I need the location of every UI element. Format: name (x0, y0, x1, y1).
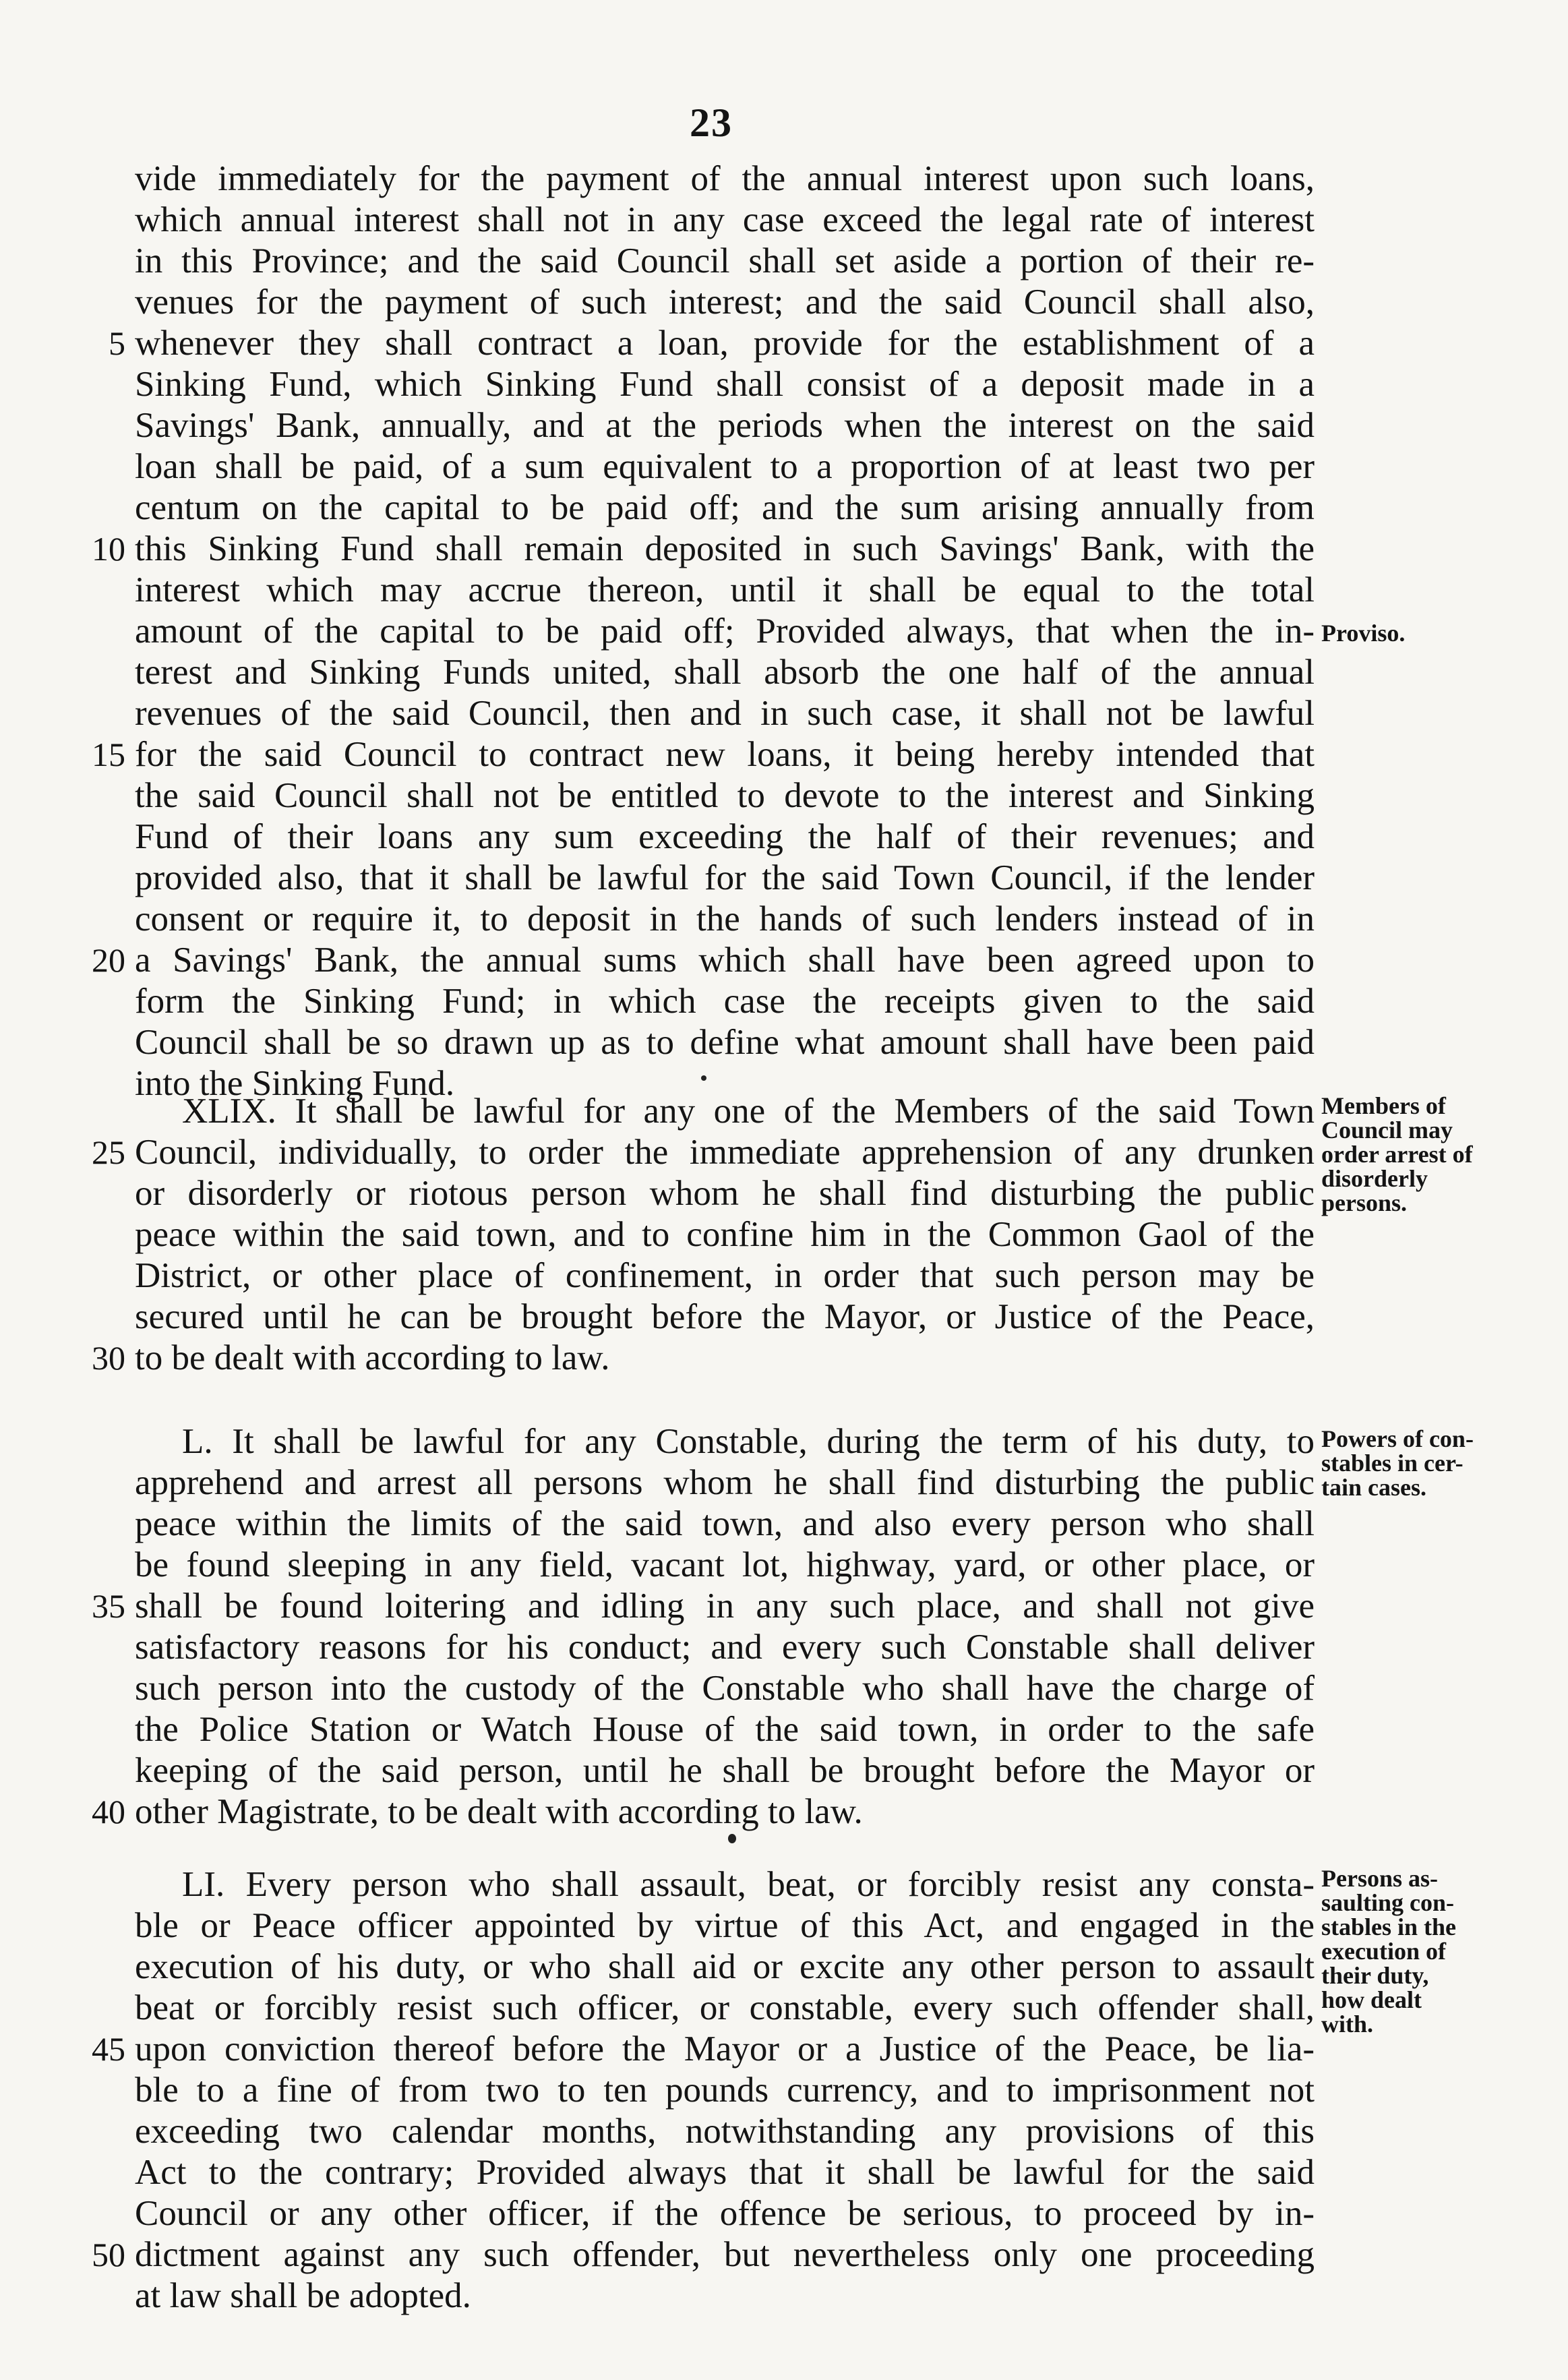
line-number: 25 (92, 1133, 125, 1171)
text-line: peace within the said town, and to confine him in the Common Gaol of the (135, 1215, 1315, 1254)
line-number: 5 (109, 324, 125, 362)
text-line: at law shall be adopted. (135, 2276, 471, 2315)
text-line: be found sleeping in any field, vacant lot, highway, yard, or other place, or (135, 1545, 1315, 1584)
text-line: District, or other place of confinement, in order that such person may be (135, 1256, 1315, 1295)
text-line: execution of his duty, or who shall aid or excite any other person to assault (135, 1947, 1315, 1986)
margin-note-line: order arrest of (1321, 1141, 1473, 1168)
margin-note-members-of-council (1321, 1094, 1524, 1215)
line-number: 10 (92, 530, 125, 568)
margin-note-line: Powers of con- (1321, 1425, 1474, 1452)
text-line: ble to a fine of from two to ten pounds currency, and to imprisonment not (135, 2071, 1315, 2110)
text-line: the said Council shall not be entitled to devote to the interest and Sinking (135, 776, 1315, 815)
margin-note-line: with. (1321, 2011, 1374, 2037)
text-line: Act to the contrary; Provided always that it shall be lawful for the said (135, 2153, 1315, 2192)
text-line: secured until he can be brought before the Mayor, or Justice of the Peace, (135, 1297, 1315, 1336)
text-line: terest and Sinking Funds united, shall absorb the one half of the annual (135, 653, 1315, 692)
paragraph-li (135, 1864, 1315, 2317)
margin-note-line: Members of (1321, 1092, 1446, 1119)
margin-note-line: persons. (1321, 1189, 1408, 1216)
line-number: 50 (92, 2236, 125, 2273)
text-line: dictment against any such offender, but nevertheless only one proceeding (135, 2235, 1315, 2274)
text-line: this Sinking Fund shall remain deposited in such Savings' Bank, with the (135, 529, 1315, 568)
text-line: interest which may accrue thereon, until it shall be equal to the total (135, 570, 1315, 609)
paragraph-sinking-fund (135, 158, 1315, 1104)
line-number: 30 (92, 1339, 125, 1377)
text-line: L. It shall be lawful for any Constable, during the term of his duty, to (182, 1422, 1315, 1461)
text-line: Council or any other officer, if the offence be serious, to proceed by in- (135, 2194, 1315, 2233)
text-line: a Savings' Bank, the annual sums which shall have been agreed upon to (135, 941, 1315, 980)
margin-note-line: stables in cer- (1321, 1450, 1464, 1477)
text-line: venues for the payment of such interest; and the said Council shall also, (135, 282, 1315, 322)
text-line: into the Sinking Fund. (135, 1064, 455, 1103)
text-line: Fund of their loans any sum exceeding the half of their revenues; and (135, 817, 1315, 856)
print-speck (701, 1075, 706, 1081)
margin-note-persons-assaulting (1321, 1866, 1524, 2036)
text-line: or disorderly or riotous person whom he shall find disturbing the public (135, 1174, 1315, 1213)
text-line: ble or Peace officer appointed by virtue of this Act, and engaged in the (135, 1906, 1315, 1945)
margin-note-line: how dealt (1321, 1986, 1422, 2013)
text-line: provided also, that it shall be lawful for the said Town Council, if the lender (135, 858, 1315, 897)
text-line: form the Sinking Fund; in which case the receipts given to the said (135, 982, 1315, 1021)
margin-note-line: tain cases. (1321, 1474, 1426, 1501)
margin-note-line: execution of (1321, 1938, 1446, 1965)
text-line: XLIX. It shall be lawful for any one of the Members of the said Town (182, 1092, 1315, 1131)
margin-note-line: Proviso. (1321, 620, 1406, 647)
paragraph-l (135, 1421, 1315, 1833)
text-line: centum on the capital to be paid off; and the sum arising annually from (135, 488, 1315, 527)
text-line: keeping of the said person, until he shall be brought before the Mayor or (135, 1751, 1315, 1790)
margin-note-powers-of-constables (1321, 1427, 1524, 1499)
text-line: LI. Every person who shall assault, beat, or forcibly resist any consta- (182, 1865, 1315, 1904)
margin-note-proviso (1321, 621, 1524, 645)
text-line: whenever they shall contract a loan, provide for the establishment of a (135, 324, 1315, 363)
text-line: shall be found loitering and idling in any such place, and shall not give (135, 1586, 1315, 1626)
text-line: the Police Station or Watch House of the said town, in order to the safe (135, 1710, 1315, 1749)
text-line: vide immediately for the payment of the annual interest upon such loans, (135, 159, 1315, 198)
text-line: loan shall be paid, of a sum equivalent to a proportion of at least two per (135, 447, 1315, 486)
page-number: 23 (690, 100, 733, 145)
text-line: for the said Council to contract new loans, it being hereby intended that (135, 735, 1315, 774)
text-line: amount of the capital to be paid off; Provided always, that when the in- (135, 612, 1315, 651)
text-line: such person into the custody of the Constable who shall have the charge of (135, 1669, 1315, 1708)
line-number: 40 (92, 1793, 125, 1831)
text-line: consent or require it, to deposit in the hands of such lenders instead of in (135, 899, 1315, 939)
line-number: 45 (92, 2030, 125, 2068)
paragraph-xlix (135, 1091, 1315, 1379)
margin-note-line: saulting con- (1321, 1889, 1455, 1916)
text-line: revenues of the said Council, then and in such case, it shall not be lawful (135, 694, 1315, 733)
print-speck (728, 1834, 736, 1843)
margin-note-line: stables in the (1321, 1913, 1457, 1940)
line-number: 35 (92, 1587, 125, 1625)
text-line: Savings' Bank, annually, and at the periods when the interest on the said (135, 406, 1315, 445)
text-line: upon conviction thereof before the Mayor or a Justice of the Peace, be lia- (135, 2029, 1315, 2069)
text-line: Sinking Fund, which Sinking Fund shall consist of a deposit made in a (135, 365, 1315, 404)
text-line: Council, individually, to order the immediate apprehension of any drunken (135, 1133, 1315, 1172)
text-line: satisfactory reasons for his conduct; and every such Constable shall deliver (135, 1628, 1315, 1667)
text-line: beat or forcibly resist such officer, or constable, every such offender shall, (135, 1988, 1315, 2027)
line-number: 20 (92, 941, 125, 979)
text-line: to be dealt with according to law. (135, 1338, 610, 1377)
margin-note-line: disorderly (1321, 1165, 1428, 1192)
margin-note-line: Persons as- (1321, 1865, 1438, 1892)
text-line: exceeding two calendar months, notwithstanding any provisions of this (135, 2112, 1315, 2151)
text-line: in this Province; and the said Council shall set aside a portion of their re- (135, 241, 1315, 280)
text-line: apprehend and arrest all persons whom he shall find disturbing the public (135, 1463, 1315, 1502)
margin-note-line: Council may (1321, 1117, 1453, 1143)
margin-note-line: their duty, (1321, 1962, 1429, 1989)
text-line: peace within the limits of the said town, and also every person who shall (135, 1504, 1315, 1543)
text-line: Council shall be so drawn up as to define what amount shall have been paid (135, 1023, 1315, 1062)
text-line: which annual interest shall not in any case exceed the legal rate of interest (135, 200, 1315, 239)
text-line: other Magistrate, to be dealt with according to law. (135, 1792, 863, 1831)
line-number: 15 (92, 736, 125, 773)
